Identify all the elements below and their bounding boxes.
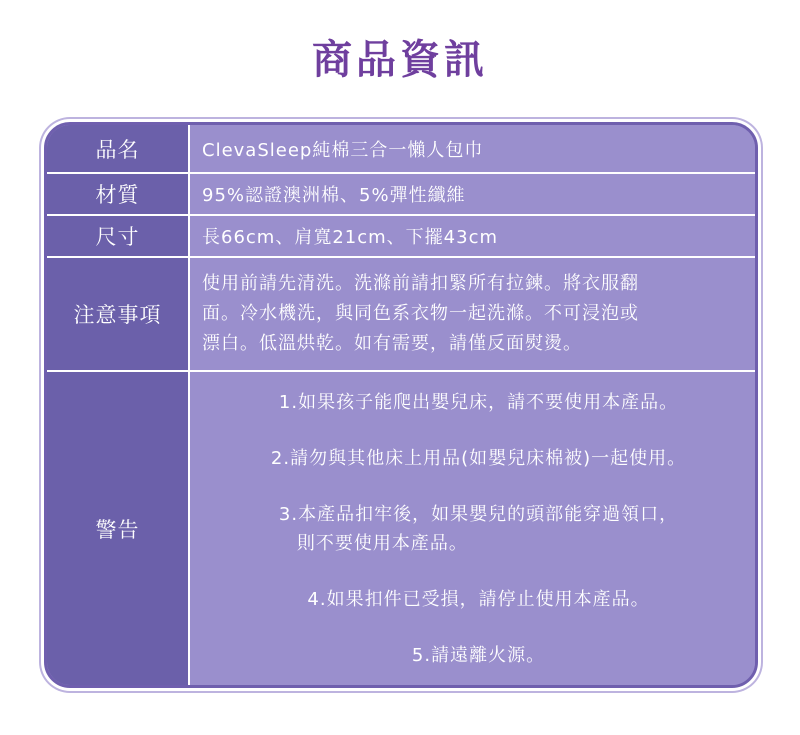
warnings-value <box>188 372 755 685</box>
warning-text: 5.請遠離火源。 <box>411 645 546 666</box>
material-label: 材質 <box>47 174 188 214</box>
product-info-table <box>44 122 758 688</box>
warning-text: 2.請勿與其他床上用品(如嬰兒床棉被)一起使用。 <box>270 448 687 469</box>
table-row-material <box>47 174 755 214</box>
table-row-size <box>47 216 755 256</box>
warning-text: 4.如果扣件已受損，請停止使用本產品。 <box>307 589 650 610</box>
size-value: 長66cm、肩寬21cm、下擺43cm <box>188 216 755 256</box>
notes-line: 面。冷水機洗，與同色系衣物一起洗滌。不可浸泡或 <box>202 303 639 324</box>
notes-line: 使用前請先清洗。洗滌前請扣緊所有拉鍊。將衣服翻 <box>202 273 639 294</box>
warning-text: 1.如果孩子能爬出嬰兒床，請不要使用本產品。 <box>278 392 679 413</box>
warning-text: 3.本產品扣牢後，如果嬰兒的頭部能穿過領口， <box>278 504 679 525</box>
size-label: 尺寸 <box>47 216 188 256</box>
warnings-label: 警告 <box>47 372 188 685</box>
notes-line: 漂白。低溫烘乾。如有需要，請僅反面熨燙。 <box>202 333 582 354</box>
warning-item <box>279 388 678 417</box>
table-row-product-name <box>47 125 755 172</box>
warning-item <box>307 585 649 614</box>
page-title: 商品資訊 <box>312 37 488 83</box>
notes-value <box>188 258 755 370</box>
product-name-label: 品名 <box>47 125 188 172</box>
table-row-warnings <box>47 372 755 685</box>
warning-text-continued: 則不要使用本產品。 <box>296 533 468 554</box>
warning-item <box>279 500 678 558</box>
notes-label: 注意事項 <box>47 258 188 370</box>
table-row-notes <box>47 258 755 370</box>
product-name-value: ClevaSleep純棉三合一懶人包巾 <box>188 125 755 172</box>
warning-item <box>271 444 686 473</box>
warning-item <box>412 641 545 670</box>
material-value: 95%認證澳洲棉、5%彈性纖維 <box>188 174 755 214</box>
